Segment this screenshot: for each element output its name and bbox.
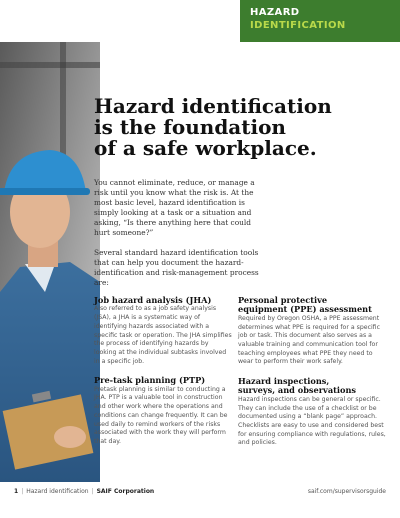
page-number: 1: [14, 488, 19, 495]
footer-section: Hazard identification: [26, 488, 89, 495]
section-title-line: equipment (PPE) assessment: [238, 304, 372, 315]
section-ppe: [238, 296, 388, 367]
title-line: Hazard identification: [94, 94, 332, 118]
section-body: Pretask planning is similar to conducting a JHA. PTP is a valuable tool in construction and other work where the operations and conditions can change frequently. It can be used daily to remind workers of the risks associated with the work they will perform that day.: [94, 385, 228, 445]
footer-left: 1 | Hazard identification | SAIF Corporation: [14, 488, 155, 495]
worker-illustration: [0, 42, 100, 482]
worker-photo: [0, 42, 100, 482]
right-column: [238, 296, 388, 458]
intro-text: [94, 178, 262, 298]
footer-org: SAIF Corporation: [96, 488, 155, 495]
left-column: [94, 296, 232, 457]
section-body: Required by Oregon OSHA, a PPE assessment determines what PPE is required for a specific job or task. This document also serves as a valuable training and communication tool for teaching employees what PPE they need to wear to perform their work safely.: [238, 314, 380, 366]
section-body: Hazard inspections can be general or specific. They can include the use of a checklist or be documented using a “blank page” approach. Checklists are easy to use and considered best for ensuring compliance with regulations, rules, and policies.: [238, 395, 386, 447]
section-tag-line1: HAZARD: [250, 7, 300, 18]
title-line: of a safe workplace.: [94, 136, 317, 160]
section-title-line: surveys, and observations: [238, 385, 357, 396]
intro-paragraph: You cannot eliminate, reduce, or manage a risk until you know what the risk is. At the most basic level, hazard identification is simply looking at a task or a situation and asking, “Is there anything here that could hurt someone?”: [94, 178, 255, 237]
section-inspections: [238, 377, 388, 448]
section-jha: [94, 296, 232, 366]
section-ptp: [94, 376, 232, 446]
section-body: Also referred to as a job safety analysis (JSA), a JHA is a systematic way of identifying hazards associated with a specific task or operation. The JHA simplifies the process of identifying hazards by looking at the individual subtasks involved in a specific job.: [94, 305, 232, 365]
page-footer: [0, 484, 400, 504]
title-line: is the foundation: [94, 115, 286, 139]
section-tag-line2: IDENTIFICATION: [250, 20, 346, 31]
section-title-line: Personal protective: [238, 295, 328, 305]
footer-url[interactable]: saif.com/supervisorsguide: [307, 488, 386, 495]
section-tag: [240, 0, 400, 42]
section-title: [238, 377, 388, 396]
section-title: Pre-task planning (PTP): [94, 375, 206, 386]
intro-paragraph: Several standard hazard identification tools that can help you document the hazard-identification and risk-management process are:: [94, 248, 259, 287]
section-title: [238, 296, 388, 315]
section-title-line: Hazard inspections,: [238, 376, 330, 387]
section-title: Job hazard analysis (JHA): [94, 295, 212, 305]
page-title: [94, 94, 332, 160]
